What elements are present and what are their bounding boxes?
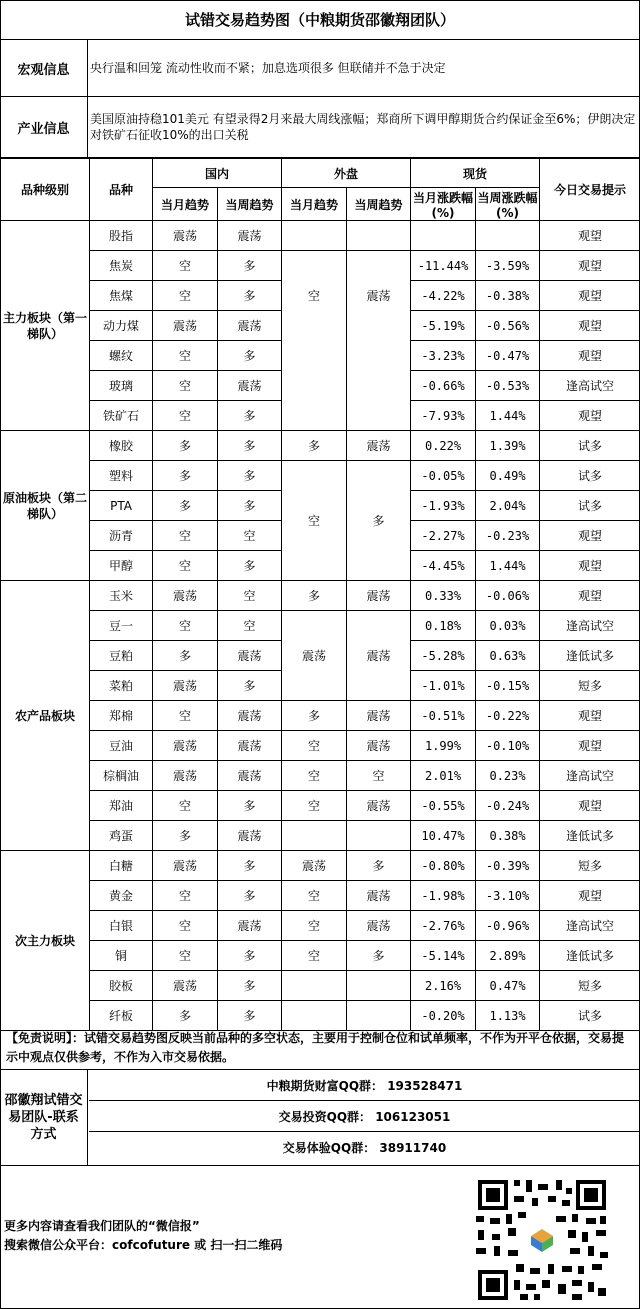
header-foreign-week: 当周趋势 [347,188,411,221]
header-domestic: 国内 [153,159,282,188]
domestic-week-cell: 震荡 [218,371,282,401]
month-pct-cell: -7.93% [411,401,476,431]
month-pct-cell: -3.23% [411,341,476,371]
header-foreign-month: 当月趋势 [282,188,347,221]
domestic-month-cell: 震荡 [153,221,218,251]
qq-group-1: 中粮期货财富QQ群： 193528471 [89,1070,640,1101]
variety-cell: 玉米 [90,581,153,611]
domestic-week-cell: 多 [218,461,282,491]
table-row [1,251,640,281]
foreign-month-cell [282,221,347,251]
domestic-week-cell: 震荡 [218,731,282,761]
foreign-week-cell: 震荡 [347,731,411,761]
tip-cell: 观望 [540,521,640,551]
tip-cell: 逢低试多 [540,941,640,971]
week-pct-cell: -0.96% [476,911,540,941]
table-row [1,431,640,461]
domestic-week-cell: 震荡 [218,641,282,671]
variety-cell: 铜 [90,941,153,971]
foreign-month-cell: 空 [282,791,347,821]
week-pct-cell: 1.44% [476,401,540,431]
foreign-week-cell: 震荡 [347,611,411,701]
foreign-month-cell: 震荡 [282,851,347,881]
week-pct-cell: -3.59% [476,251,540,281]
foreign-month-cell [282,341,347,371]
domestic-month-cell: 多 [153,641,218,671]
foreign-month-cell [282,821,347,851]
variety-cell: 棕榈油 [90,761,153,791]
tip-cell: 试多 [540,461,640,491]
month-pct-cell: -0.55% [411,791,476,821]
tip-cell: 观望 [540,401,640,431]
domestic-week-cell: 多 [218,851,282,881]
domestic-week-cell: 空 [218,521,282,551]
month-pct-cell: -0.05% [411,461,476,491]
week-pct-cell: 1.44% [476,551,540,581]
week-pct-cell: 1.13% [476,1001,540,1031]
table-row [1,401,640,431]
macro-row [0,40,640,97]
table-row [1,971,640,1001]
qq-group-3: 交易体验QQ群： 38911740 [282,1141,447,1155]
tip-cell: 逢高试空 [540,761,640,791]
domestic-week-cell: 多 [218,431,282,461]
domestic-week-cell: 多 [218,281,282,311]
domestic-month-cell: 多 [153,431,218,461]
week-pct-cell: -0.06% [476,581,540,611]
domestic-week-cell: 多 [218,1001,282,1031]
domestic-week-cell: 震荡 [218,221,282,251]
contact-label: 邵徽翔试错交易团队-联系方式 [0,1070,88,1165]
domestic-month-cell: 空 [153,701,218,731]
month-pct-cell: -1.01% [411,671,476,701]
domestic-month-cell: 空 [153,521,218,551]
domestic-month-cell: 震荡 [153,311,218,341]
month-pct-cell: -4.22% [411,281,476,311]
foreign-week-cell [347,341,411,371]
tip-cell: 观望 [540,311,640,341]
tip-cell: 观望 [540,341,640,371]
table-row [1,221,640,251]
week-pct-cell: -0.23% [476,521,540,551]
tip-cell: 逢高试空 [540,911,640,941]
variety-cell: 菜粕 [90,671,153,701]
tip-cell: 短多 [540,671,640,701]
variety-cell: 郑油 [90,791,153,821]
table-row [1,821,640,851]
variety-cell: 塑料 [90,461,153,491]
month-pct-cell: -5.28% [411,641,476,671]
week-pct-cell: 0.38% [476,821,540,851]
tip-cell: 试多 [540,491,640,521]
month-pct-cell: 0.33% [411,581,476,611]
table-row [1,941,640,971]
foreign-week-cell: 多 [347,851,411,881]
domestic-week-cell: 多 [218,971,282,1001]
month-pct-cell: -0.51% [411,701,476,731]
table-row [1,731,640,761]
week-pct-cell: 1.39% [476,431,540,461]
table-row [1,851,640,881]
week-pct-cell: 2.04% [476,491,540,521]
domestic-week-cell: 多 [218,551,282,581]
month-pct-cell: 1.99% [411,731,476,761]
foreign-month-cell [282,401,347,431]
table-row [1,911,640,941]
domestic-week-cell: 震荡 [218,761,282,791]
foreign-week-cell [347,221,411,251]
domestic-month-cell: 多 [153,491,218,521]
table-row [1,611,640,641]
table-row [1,371,640,401]
macro-label: 宏观信息 [0,40,88,96]
month-pct-cell: -2.76% [411,911,476,941]
industry-label: 产业信息 [0,97,88,157]
domestic-month-cell: 多 [153,821,218,851]
foreign-week-cell [347,251,411,281]
tip-cell: 观望 [540,581,640,611]
header-domestic-month: 当月趋势 [153,188,218,221]
domestic-week-cell: 震荡 [218,821,282,851]
tip-cell: 观望 [540,251,640,281]
trend-table [0,158,640,1031]
domestic-month-cell: 空 [153,281,218,311]
domestic-month-cell: 空 [153,791,218,821]
foreign-month-cell: 空 [282,731,347,761]
month-pct-cell: 2.01% [411,761,476,791]
tip-cell: 观望 [540,731,640,761]
footer-line-1: 更多内容请查看我们团队的“微信报” [4,1219,200,1233]
variety-cell: 螺纹 [90,341,153,371]
foreign-week-cell: 震荡 [347,701,411,731]
month-pct-cell: 10.47% [411,821,476,851]
table-row [1,881,640,911]
variety-cell: PTA [90,491,153,521]
header-domestic-week: 当周趋势 [218,188,282,221]
variety-cell: 白糖 [90,851,153,881]
domestic-week-cell: 多 [218,941,282,971]
week-pct-cell [476,221,540,251]
foreign-month-cell: 空 [282,461,347,581]
tip-cell: 观望 [540,281,640,311]
tip-cell: 逢低试多 [540,641,640,671]
variety-cell: 焦炭 [90,251,153,281]
foreign-week-cell [347,401,411,431]
month-pct-cell: -5.14% [411,941,476,971]
tip-cell: 观望 [540,881,640,911]
category-cell: 主力板块（第一梯队） [1,221,90,431]
domestic-week-cell: 震荡 [218,911,282,941]
foreign-week-cell: 震荡 [347,281,411,311]
domestic-week-cell: 空 [218,611,282,641]
week-pct-cell: 0.23% [476,761,540,791]
variety-cell: 铁矿石 [90,401,153,431]
table-row [1,311,640,341]
tip-cell: 短多 [540,851,640,881]
variety-cell: 郑棉 [90,701,153,731]
disclaimer: 【免责说明】：试错交易趋势图反映当前品种的多空状态，主要用于控制仓位和试单频率，不作为开平仓依据，交易提示中观点仅供参考，不作为入市交易依据。 [0,1025,640,1070]
domestic-week-cell: 多 [218,881,282,911]
month-pct-cell: -5.19% [411,311,476,341]
table-row [1,791,640,821]
variety-cell: 黄金 [90,881,153,911]
foreign-month-cell: 多 [282,701,347,731]
domestic-month-cell: 空 [153,611,218,641]
variety-cell: 鸡蛋 [90,821,153,851]
table-row [1,701,640,731]
foreign-week-cell [347,311,411,341]
domestic-month-cell: 震荡 [153,761,218,791]
table-row [1,461,640,491]
foreign-week-cell: 震荡 [347,791,411,821]
domestic-week-cell: 多 [218,401,282,431]
week-pct-cell: -0.56% [476,311,540,341]
foreign-month-cell: 震荡 [282,611,347,701]
week-pct-cell: 0.03% [476,611,540,641]
month-pct-cell: -0.66% [411,371,476,401]
foreign-month-cell: 多 [282,431,347,461]
foreign-week-cell: 多 [347,461,411,581]
foreign-week-cell: 多 [347,941,411,971]
month-pct-cell: -0.20% [411,1001,476,1031]
domestic-month-cell: 空 [153,911,218,941]
domestic-week-cell: 多 [218,671,282,701]
variety-cell: 焦煤 [90,281,153,311]
foreign-month-cell [282,971,347,1001]
table-row [1,581,640,611]
month-pct-cell [411,221,476,251]
domestic-month-cell: 震荡 [153,971,218,1001]
domestic-month-cell: 多 [153,1001,218,1031]
qq-group-2: 交易投资QQ群： 106123051 [89,1101,640,1132]
domestic-month-cell: 空 [153,941,218,971]
variety-cell: 股指 [90,221,153,251]
month-pct-cell: -1.93% [411,491,476,521]
tip-cell: 逢高试空 [540,611,640,641]
week-pct-cell: 2.89% [476,941,540,971]
contact-section [0,1070,640,1166]
week-pct-cell: -0.15% [476,671,540,701]
header-tip: 今日交易提示 [540,159,640,221]
domestic-week-cell: 多 [218,341,282,371]
table-row [1,761,640,791]
foreign-month-cell [282,371,347,401]
week-pct-cell: -0.39% [476,851,540,881]
category-cell: 次主力板块 [1,851,90,1031]
month-pct-cell: 0.18% [411,611,476,641]
footer-line-2: 搜索微信公众平台：cofcofuture 或 扫一扫二维码 [4,1238,283,1252]
foreign-month-cell: 空 [282,281,347,311]
page-title: 试错交易趋势图（中粮期货邵徽翔团队） [0,0,640,40]
qr-code-icon[interactable] [472,1176,612,1304]
domestic-month-cell: 多 [153,461,218,491]
foreign-week-cell: 震荡 [347,581,411,611]
domestic-week-cell: 多 [218,791,282,821]
domestic-month-cell: 空 [153,251,218,281]
header-week-pct: 当周涨跌幅(%) [476,188,540,221]
domestic-month-cell: 震荡 [153,851,218,881]
table-row [1,341,640,371]
category-cell: 农产品板块 [1,581,90,851]
foreign-month-cell: 多 [282,581,347,611]
foreign-week-cell: 震荡 [347,911,411,941]
macro-text: 央行温和回笼 流动性收而不紧；加息选项很多 但联储并不急于决定 [90,61,446,75]
domestic-month-cell: 空 [153,881,218,911]
foreign-week-cell [347,821,411,851]
header-spot: 现货 [411,159,540,188]
week-pct-cell: 0.47% [476,971,540,1001]
variety-cell: 豆粕 [90,641,153,671]
variety-cell: 纤板 [90,1001,153,1031]
industry-text: 美国原油持稳101美元 有望录得2月来最大周线涨幅；郑商所下调甲醇期货合约保证金至6%；伊朗决定对铁矿石征收10%的出口关税 [90,112,636,142]
week-pct-cell: -0.10% [476,731,540,761]
variety-cell: 甲醇 [90,551,153,581]
foreign-month-cell [282,251,347,281]
month-pct-cell: -1.98% [411,881,476,911]
domestic-week-cell: 多 [218,251,282,281]
category-cell: 原油板块（第二梯队） [1,431,90,581]
variety-cell: 豆一 [90,611,153,641]
variety-cell: 动力煤 [90,311,153,341]
week-pct-cell: 0.49% [476,461,540,491]
tip-cell: 观望 [540,791,640,821]
domestic-week-cell: 震荡 [218,311,282,341]
month-pct-cell: -0.80% [411,851,476,881]
domestic-week-cell: 空 [218,581,282,611]
foreign-month-cell: 空 [282,881,347,911]
domestic-week-cell: 多 [218,491,282,521]
domestic-month-cell: 空 [153,341,218,371]
variety-cell: 胶板 [90,971,153,1001]
foreign-month-cell: 空 [282,941,347,971]
week-pct-cell: -3.10% [476,881,540,911]
foreign-week-cell: 震荡 [347,881,411,911]
month-pct-cell: -4.45% [411,551,476,581]
tip-cell: 观望 [540,221,640,251]
domestic-month-cell: 震荡 [153,581,218,611]
domestic-month-cell: 震荡 [153,731,218,761]
domestic-month-cell: 空 [153,401,218,431]
variety-cell: 豆油 [90,731,153,761]
week-pct-cell: -0.53% [476,371,540,401]
tip-cell: 逢低试多 [540,821,640,851]
foreign-month-cell [282,311,347,341]
header-foreign: 外盘 [282,159,411,188]
month-pct-cell: 2.16% [411,971,476,1001]
tip-cell: 短多 [540,971,640,1001]
domestic-month-cell: 震荡 [153,671,218,701]
header-level: 品种级别 [1,159,90,221]
domestic-month-cell: 空 [153,371,218,401]
week-pct-cell: -0.24% [476,791,540,821]
variety-cell: 白银 [90,911,153,941]
month-pct-cell: -11.44% [411,251,476,281]
month-pct-cell: 0.22% [411,431,476,461]
domestic-week-cell: 震荡 [218,701,282,731]
table-row [1,281,640,311]
foreign-week-cell: 空 [347,761,411,791]
header-month-pct: 当月涨跌幅(%) [411,188,476,221]
tip-cell: 逢高试空 [540,371,640,401]
week-pct-cell: 0.63% [476,641,540,671]
foreign-week-cell: 震荡 [347,431,411,461]
tip-cell: 观望 [540,551,640,581]
month-pct-cell: -2.27% [411,521,476,551]
foreign-month-cell: 空 [282,911,347,941]
foreign-month-cell: 空 [282,761,347,791]
week-pct-cell: -0.38% [476,281,540,311]
variety-cell: 沥青 [90,521,153,551]
variety-cell: 玻璃 [90,371,153,401]
week-pct-cell: -0.22% [476,701,540,731]
foreign-week-cell [347,371,411,401]
tip-cell: 试多 [540,1001,640,1031]
week-pct-cell: -0.47% [476,341,540,371]
domestic-month-cell: 空 [153,551,218,581]
variety-cell: 橡胶 [90,431,153,461]
foreign-week-cell [347,971,411,1001]
tip-cell: 试多 [540,431,640,461]
header-variety: 品种 [90,159,153,221]
tip-cell: 观望 [540,701,640,731]
industry-row [0,97,640,158]
